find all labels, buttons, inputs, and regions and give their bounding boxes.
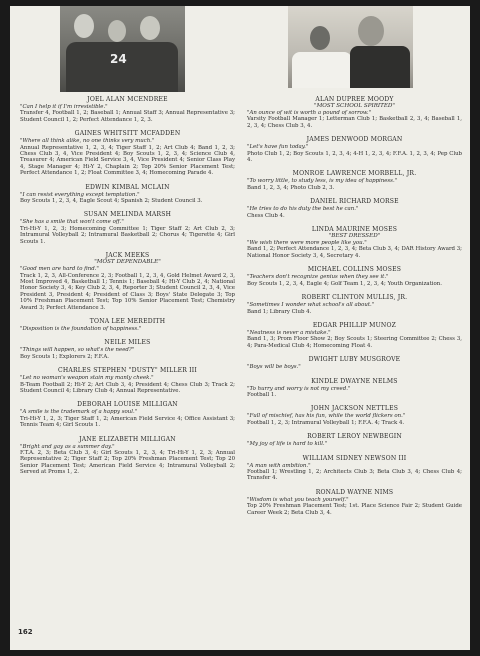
student-name: GAINES WHITSITT MCFADDEN [74, 130, 181, 138]
student-name: NEILE MILES [104, 339, 151, 347]
student-name: JACK MEEKS [105, 252, 150, 260]
student-activities: Boy Scouts 1; Explorers 2; F.F.A. [20, 353, 110, 360]
senior-entry [247, 170, 462, 191]
student-name: LINDA MAURINE MOSES [311, 226, 398, 234]
student-activities: Band 1, 3; Prom Floor Show 2; Boy Scouts 1; Steering Committee 2; Chess 3, 4; Para-Medical Club 4; Homecoming Float 4. [247, 336, 462, 349]
student-activities: Football 1; Wrestling 1, 2; Architects Club 3; Beta Club 3, 4; Chess Club 4; Transfer 4. [247, 468, 462, 482]
senior-entry [20, 184, 235, 205]
student-quote: "Boys will be boys." [247, 364, 301, 371]
student-quote: "To hurry and worry is not my creed." [247, 385, 351, 392]
student-name: DWIGHT LUBY MUSGROVE [308, 356, 401, 364]
senior-entry [247, 96, 462, 129]
student-activities: Tri-Hi-Y 1, 2, 3; Homecoming Committee 1; Tiger Staff 2; Art Club 2, 3; Intramural Volleyball 2; Intramural Basketball 2; Chorus 4; Tigerette 4; Girl Scouts 1. [20, 225, 235, 245]
student-name: DANIEL RICHARD MORSE [310, 198, 399, 206]
superlative-title: "MOST DEPENDABLE" [94, 259, 161, 266]
superlative-title: "BEST DRESSED" [328, 233, 381, 240]
left-column [20, 96, 235, 483]
student-name: MICHAEL COLLINS MOSES [307, 266, 402, 274]
senior-entry [247, 294, 462, 315]
student-activities: Boy Scouts 1, 2, 3, 4, Eagle Scout 4; Spanish 2; Student Council 3. [20, 198, 203, 205]
senior-entry [20, 401, 235, 428]
student-name: JAMES DENWOOD MORGAN [306, 136, 403, 144]
senior-entry [247, 136, 462, 163]
student-quote: "Good men are hard to find." [20, 266, 99, 273]
student-name: ROBERT LEROY NEWBEGIN [307, 433, 402, 441]
student-activities: Varsity Football Manager 1; Letterman Club 1; Basketball 2, 3, 4; Baseball 1, 2, 3, 4; Chess Club 3, 4. [247, 116, 462, 129]
senior-entry [20, 367, 235, 394]
superlative-title: "MOST SCHOOL SPIRITED" [314, 103, 395, 109]
student-quote: "Can I help it if I'm irresistible." [20, 104, 108, 110]
student-quote: "Full of mischief, has his fun, while the world flickers on." [247, 413, 406, 420]
student-name: ALAN DUPREE MOODY [315, 96, 394, 103]
student-name: TONA LEE MEREDITH [89, 317, 166, 325]
student-quote: "Sometimes I wonder what school's all about." [247, 302, 375, 309]
student-quote: "Teachers don't recognize genius when they see it." [247, 274, 389, 281]
student-activities: Chess Club 4. [247, 212, 285, 219]
page-number: 162 [18, 628, 33, 636]
student-name: EDGAR PHILLIP MUNOZ [312, 321, 397, 329]
student-quote: "Disposition is the foundation of happiness." [20, 325, 142, 332]
group-photo-left: 24 [60, 6, 185, 92]
student-quote: "Let no woman's weapon stain my manly cheek." [20, 375, 154, 382]
senior-entry [20, 130, 235, 176]
senior-entry [247, 322, 462, 349]
student-quote: "Things will happen, so what's the need?" [20, 347, 135, 354]
student-activities: Boy Scouts 1, 2, 3, 4, Eagle 4; Golf Team 1, 2, 3, 4; Youth Organization. [247, 280, 442, 287]
student-activities: F.T.A. 2, 3; Beta Club 3, 4; Girl Scouts 1, 2, 3, 4; Tri-Hi-Y 1, 2, 3; Annual Representative 2; Tiger Staff 2; Top 20% Freshman Placement Test; Top 20 Senior Placement Test; American Field Service 4; Intramural Volleyball 2; Served at Proms 1, 2. [20, 450, 235, 476]
senior-entry [247, 266, 462, 287]
student-quote: "Neatness is never a mistake." [247, 329, 331, 336]
student-name: DEBORAH LOUISE MILLIGAN [77, 401, 178, 409]
student-quote: "We wish there were more people like you." [247, 240, 367, 247]
portrait-photo-right [288, 6, 413, 88]
senior-entry [20, 339, 235, 360]
student-quote: "Bright and gay as a summer day." [20, 443, 115, 450]
student-name: RONALD WAYNE NIMS [315, 488, 394, 496]
student-quote: "He tries to do his duty the best he can." [247, 206, 359, 213]
senior-entry [247, 405, 462, 426]
student-name: JOHN JACKSON NETTLES [310, 405, 399, 413]
student-activities: Band 1, 2; Perfect Attendance 1, 2, 3, 4; Beta Club 3, 4; DAR History Award 3; National Honor Society 3, 4, Secretary 4. [247, 246, 462, 259]
student-activities: Top 20% Freshman Placement Test; 1st. Place Science Fair 2; Student Guide Career Week 2; Beta Club 3, 4. [247, 503, 462, 516]
senior-entry [20, 252, 235, 311]
student-activities: Tri-Hi-Y 1, 2, 3; Tiger Staff 1, 2; American Field Service 4; Office Assistant 3; Tennis Team 4; Girl Scouts 1. [20, 415, 235, 429]
student-activities: Photo Club 1, 2; Boy Scouts 1, 2, 3, 4; 4-H 1, 2, 3, 4; F.F.A. 1, 2, 3, 4; Pep Club 4. [247, 150, 462, 164]
student-quote: "She has a smile that won't come off." [20, 219, 124, 226]
student-quote: "A man with ambition." [247, 462, 311, 469]
senior-entry [247, 433, 462, 447]
student-name: EDWIN KIMBAL MCLAIN [85, 183, 170, 191]
student-quote: "My joy of life is hard to kill." [247, 441, 328, 448]
student-name: JOEL ALAN MCENDREE [87, 96, 168, 103]
student-activities: Annual Representative 1, 2, 3, 4; Tiger Staff 1, 2; Art Club 4; Band 1, 2, 3; Chess Club 3, 4, Vice President 4; Boy Scouts 1, 2, 3, 4; Science Club 4, Treasurer 4; American Field Service 3, 4, Vice President 4; Senior Class Play 4, Stage Manager 4; Hi-Y 2, Chaplain 2; Top 20% Senior Placement Test; Perfect Attendance 1, 2; Float Committee 3, 4; Homecoming Parade 4. [20, 144, 235, 177]
senior-entry [247, 378, 462, 399]
student-activities: Transfer 4, Football 1, 2; Baseball 1; Annual Staff 3; Annual Representative 3; Student Council 1, 2; Perfect Attendance 1, 2, 3. [20, 110, 235, 123]
student-quote: "I can resist everything except temptation." [20, 191, 140, 198]
yearbook-page [10, 6, 470, 650]
student-activities: Track 1, 2, 3, All-Conference 2, 3; Football 1, 2, 3, 4, Gold Helmet Award 2, 3, Most Improved 4, Basketball 1; Tennis 1; Baseball 4; Hi-Y Club 2, 4; National Honor Society 3, 4; Key Club 2, 3, 4, Reporter 3; Student Council 2, 3, 4, Vice President 3, President 4; President of Class 3; Boys' State Delegate 3; Top 10% Freshman Placement Test; Top 10% Senior Placement Test; Chemistry Award 3; Perfect Attendance 3. [20, 272, 235, 311]
student-quote: "An ounce of wit is worth a pound of sorrow." [247, 110, 372, 116]
senior-entry [20, 436, 235, 476]
senior-entry [20, 211, 235, 245]
senior-entry [247, 226, 462, 259]
right-column [247, 96, 462, 523]
student-quote: "Where all think alike, no one thinks very much." [20, 138, 155, 145]
student-name: CHARLES STEPHEN "DUSTY" MILLER III [58, 367, 197, 375]
senior-entry [20, 318, 235, 332]
student-name: MONROE LAWRENCE MORBELL, JR. [292, 170, 417, 178]
student-quote: "Let's have fun today." [247, 144, 309, 151]
student-activities: Band 1; Library Club 4. [247, 308, 312, 315]
senior-entry [247, 356, 462, 370]
student-name: ROBERT CLINTON MULLIS, JR. [301, 294, 408, 302]
student-activities: Football 1. [247, 391, 277, 398]
senior-entry [20, 96, 235, 123]
senior-entry [247, 489, 462, 516]
student-name: JANE ELIZABETH MILLIGAN [79, 435, 176, 443]
student-quote: "A smile is the trademark of a happy soul." [20, 409, 138, 416]
student-name: KINDLE DWAYNE NELMS [311, 377, 398, 385]
senior-entry [247, 455, 462, 482]
student-quote: "Wisdom is what you teach yourself." [247, 496, 349, 503]
student-name: SUSAN MELINDA MARSH [83, 211, 172, 219]
student-activities: B-Team Football 2; Hi-Y 2; Art Club 3, 4; President 4; Chess Club 3; Track 2; Student Council 4; Library Club 4; Annual Representative. [20, 381, 235, 394]
student-activities: Band 1, 2, 3, 4; Photo Club 2, 3. [247, 184, 335, 191]
senior-entry [247, 198, 462, 219]
student-activities: Football 1, 2, 3; Intramural Volleyball 1; F.F.A. 4; Track 4. [247, 419, 405, 426]
student-name: WILLIAM SIDNEY NEWSON III [302, 454, 407, 462]
student-quote: "To worry little, to study less, is my idea of happiness." [247, 178, 398, 185]
